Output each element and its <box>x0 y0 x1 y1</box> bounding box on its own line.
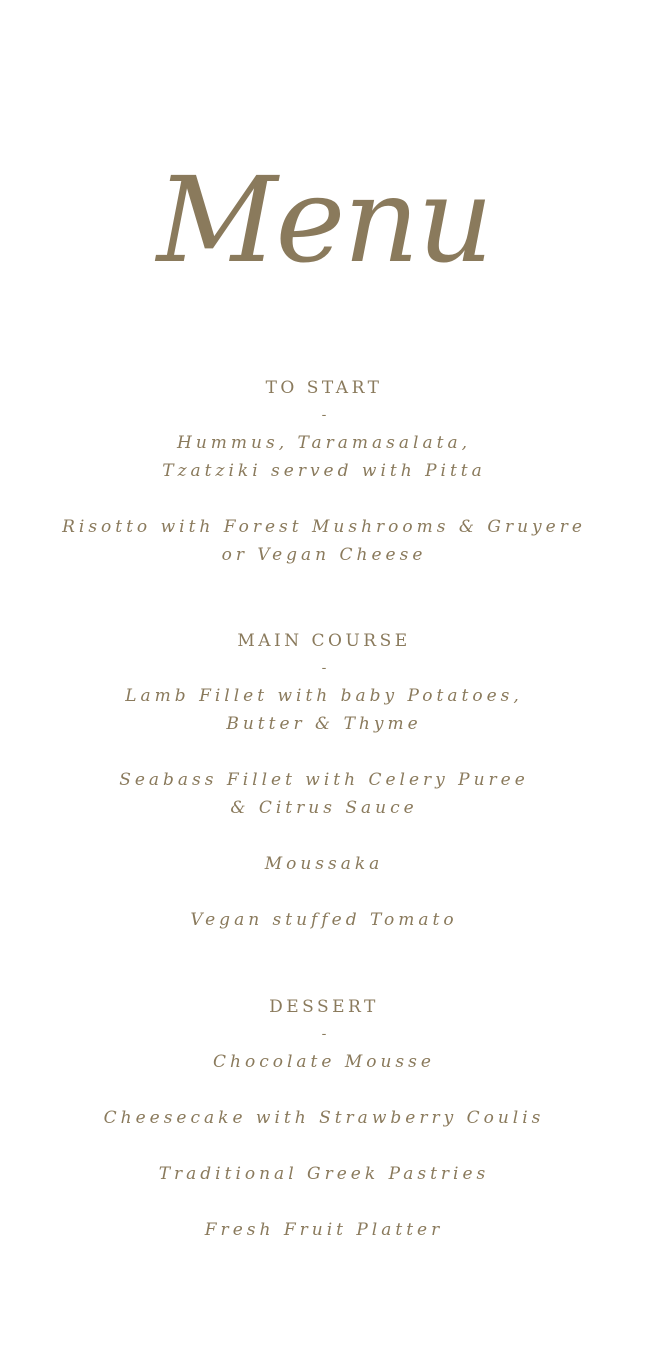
menu-item <box>0 906 648 934</box>
menu-item-line: Moussaka <box>264 854 384 874</box>
section-heading: DESSERT <box>269 997 379 1017</box>
menu-item-line: Lamb Fillet with baby Potatoes, <box>125 686 523 706</box>
menu-item-line: Risotto with Forest Mushrooms & Gruyere <box>62 517 586 537</box>
menu-item <box>0 1160 648 1188</box>
menu-item-line: Tzatziki served with Pitta <box>162 461 486 481</box>
menu-title-text: Menu <box>156 151 492 289</box>
menu-item <box>0 1216 648 1244</box>
menu-item <box>0 1104 648 1132</box>
menu-item-line: Cheesecake with Strawberry Coulis <box>103 1108 545 1128</box>
menu-item-line: Chocolate Mousse <box>213 1052 435 1072</box>
section-heading: TO START <box>265 378 383 398</box>
section-separator: - <box>321 1026 327 1042</box>
section-dessert <box>0 994 648 1272</box>
section-separator: - <box>321 660 327 676</box>
menu-item-line: or Vegan Cheese <box>221 545 427 565</box>
menu-item <box>0 682 648 738</box>
menu-item <box>0 513 648 569</box>
section-main-course <box>0 628 648 962</box>
section-separator: - <box>321 407 327 423</box>
section-heading: MAIN COURSE <box>237 631 411 651</box>
menu-item-line: Seabass Fillet with Celery Puree <box>119 770 529 790</box>
menu-item <box>0 766 648 822</box>
menu-item <box>0 850 648 878</box>
section-to-start <box>0 375 648 597</box>
menu-item-line: Hummus, Taramasalata, <box>177 433 471 453</box>
menu-title <box>0 140 648 300</box>
menu-item-line: Fresh Fruit Platter <box>204 1220 444 1240</box>
menu-item-line: Traditional Greek Pastries <box>158 1164 490 1184</box>
menu-item-line: Butter & Thyme <box>226 714 422 734</box>
menu-item <box>0 429 648 485</box>
menu-item <box>0 1048 648 1076</box>
menu-item-line: Vegan stuffed Tomato <box>190 910 458 930</box>
menu-item-line: & Citrus Sauce <box>230 798 418 818</box>
